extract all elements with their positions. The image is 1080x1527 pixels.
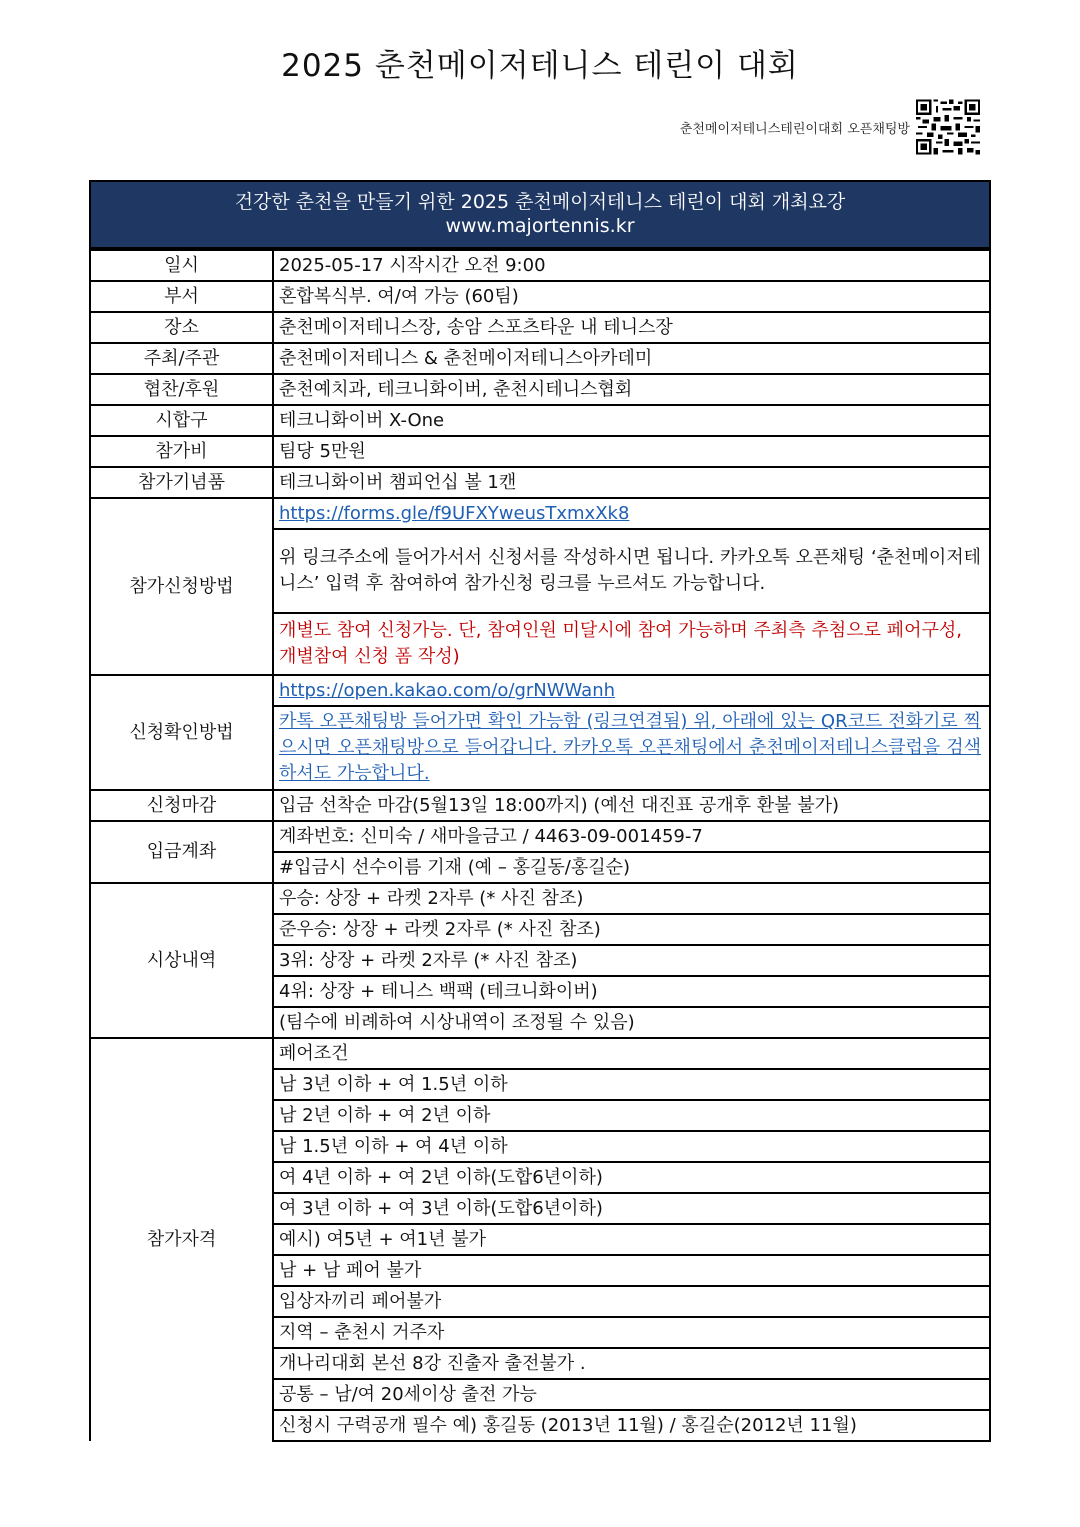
table-row [90,312,990,343]
row-label: 입금계좌 [90,821,273,883]
eligibility-line: 예시) 여5년 + 여1년 불가 [273,1224,990,1255]
table-row [90,281,990,312]
eligibility-line: 남 1.5년 이하 + 여 4년 이하 [273,1131,990,1162]
apply-link[interactable]: https://forms.gle/f9UFXYweusTxmxXk8 [273,498,990,529]
confirm-link[interactable]: https://open.kakao.com/o/grNWWanh [273,675,990,706]
row-label: 부서 [90,281,273,312]
row-label: 참가자격 [90,1038,273,1441]
table-row [90,250,990,281]
table-row [90,883,990,914]
eligibility-line: 페어조건 [273,1038,990,1069]
eligibility-line: 신청시 구력공개 필수 예) 홍길동 (2013년 11월) / 홍길순(2012년 11월) [273,1410,990,1441]
table-row [90,405,990,436]
eligibility-line: 지역 – 춘천시 거주자 [273,1317,990,1348]
row-label: 신청마감 [90,790,273,821]
row-value: 춘천예치과, 테크니화이버, 춘천시테니스협회 [273,374,990,405]
row-label: 참가신청방법 [90,498,273,675]
confirm-text[interactable]: 카톡 오픈채팅방 들어가면 확인 가능함 (링크연결됨) 위, 아래에 있는 QR코드 전화기로 찍으시면 오픈채팅방으로 들어갑니다. 카카오톡 오픈채팅에서 춘천메이저테니스클럽을 검색하셔도 가능합니다. [273,706,990,790]
account-line: 계좌번호: 신미숙 / 새마을금고 / 4463-09-001459-7 [273,821,990,852]
header-title: 건강한 춘천을 만들기 위한 2025 춘천메이저테니스 테린이 대회 개최요강 [234,191,846,213]
row-label: 장소 [90,312,273,343]
table-row [90,675,990,706]
table-row [90,498,990,529]
row-label: 참가비 [90,436,273,467]
eligibility-line: 여 4년 이하 + 여 2년 이하(도합6년이하) [273,1162,990,1193]
row-value: 춘천메이저테니스 & 춘천메이저테니스아카데미 [273,343,990,374]
row-value: 입금 선착순 마감(5월13일 18:00까지) (예선 대진표 공개후 환불 불가) [273,790,990,821]
eligibility-line: 입상자끼리 페어불가 [273,1286,990,1317]
qr-code-icon[interactable] [916,99,980,155]
header-banner [89,180,991,249]
eligibility-line: 남 3년 이하 + 여 1.5년 이하 [273,1069,990,1100]
table-row [90,343,990,374]
table-row [90,436,990,467]
row-value: 2025-05-17 시작시간 오전 9:00 [273,250,990,281]
prize-line: 준우승: 상장 + 라켓 2자루 (* 사진 참조) [273,914,990,945]
row-value: 팀당 5만원 [273,436,990,467]
apply-note: 개별도 참여 신청가능. 단, 참여인원 미달시에 참여 가능하며 주최측 추첨으로 페어구성, 개별참여 신청 폼 작성) [273,613,990,675]
row-value: 테크니화이버 챔피언십 볼 1캔 [273,467,990,498]
row-value: 테크니화이버 X-One [273,405,990,436]
open-chat-label: 춘천메이저테니스테린이대회 오픈채팅방 [679,122,910,137]
table-row [90,374,990,405]
eligibility-line: 남 2년 이하 + 여 2년 이하 [273,1100,990,1131]
row-label: 참가기념품 [90,467,273,498]
row-value: 혼합복식부. 여/여 가능 (60팀) [273,281,990,312]
header-website[interactable]: www.majortennis.kr [445,215,635,237]
row-label: 시합구 [90,405,273,436]
account-line: #입금시 선수이름 기재 (예 – 홍길동/홍길순) [273,852,990,883]
eligibility-line: 여 3년 이하 + 여 3년 이하(도합6년이하) [273,1193,990,1224]
prize-line: 4위: 상장 + 테니스 백팩 (테크니화이버) [273,976,990,1007]
row-value: 춘천메이저테니스장, 송암 스포츠타운 내 테니스장 [273,312,990,343]
eligibility-line: 개나리대회 본선 8강 진출자 출전불가 . [273,1348,990,1379]
row-label: 일시 [90,250,273,281]
document-title: 2025 춘천메이저테니스 테린이 대회 [281,48,799,84]
table-row [90,821,990,852]
eligibility-line: 공통 – 남/여 20세이상 출전 가능 [273,1379,990,1410]
table-row [90,1038,990,1069]
prize-line: (팀수에 비례하여 시상내역이 조정될 수 있음) [273,1007,990,1038]
table-row [90,790,990,821]
row-label: 주최/주관 [90,343,273,374]
prize-line: 우승: 상장 + 라켓 2자루 (* 사진 참조) [273,883,990,914]
eligibility-line: 남 + 남 페어 불가 [273,1255,990,1286]
row-label: 신청확인방법 [90,675,273,790]
row-label: 협찬/후원 [90,374,273,405]
prize-line: 3위: 상장 + 라켓 2자루 (* 사진 참조) [273,945,990,976]
row-label: 시상내역 [90,883,273,1038]
table-row [90,467,990,498]
apply-text: 위 링크주소에 들어가서서 신청서를 작성하시면 됩니다. 카카오톡 오픈채팅 ‘춘천메이저테니스’ 입력 후 참여하여 참가신청 링크를 누르셔도 가능합니다. [273,529,990,613]
info-table [89,249,991,1442]
